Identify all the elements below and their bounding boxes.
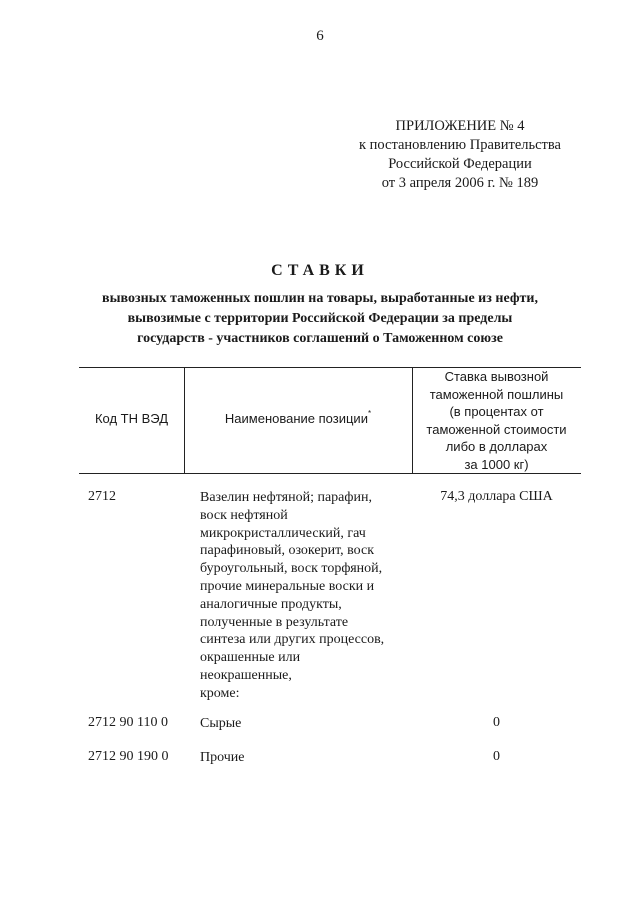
page-number: 6 (316, 28, 324, 44)
table-row-rate: 0 (493, 749, 500, 764)
column-header-name-text: Наименование позиции (224, 411, 368, 426)
appendix-line: к постановлению Правительства (359, 137, 561, 153)
appendix-line: ПРИЛОЖЕНИЕ № 4 (395, 118, 525, 134)
appendix-block (340, 117, 580, 193)
name-line: полученные в результате (200, 614, 349, 630)
rate-header-line: таможенной стоимости (426, 421, 567, 437)
appendix-line: Российской Федерации (388, 156, 532, 172)
name-line: воск нефтяной (200, 507, 288, 523)
column-header-name (184, 411, 412, 426)
subtitle-line: вывозных таможенных пошлин на товары, выработанные из нефти, (102, 291, 538, 306)
name-line: кроме: (200, 685, 240, 701)
rate-header-line: (в процентах от (449, 404, 544, 419)
name-line: прочие минеральные воски и (200, 578, 375, 594)
table-header-bottom-border (79, 473, 581, 474)
footnote-mark: * (367, 409, 372, 418)
document-subtitle (60, 289, 580, 349)
table-row-name (200, 715, 405, 733)
table-row-code: 2712 (88, 489, 116, 504)
name-line: неокрашенные, (200, 667, 292, 683)
name-line: Вазелин нефтяной; парафин, (200, 490, 372, 505)
name-line: аналогичные продукты, (200, 596, 342, 612)
name-line: Прочие (200, 750, 245, 765)
name-line: парафиновый, озокерит, воск (200, 543, 375, 559)
table-row-name (200, 489, 405, 703)
name-line: микрокристаллический, гач (200, 525, 366, 541)
table-row-name (200, 749, 405, 767)
document-title: СТАВКИ (271, 262, 369, 279)
appendix-line: от 3 апреля 2006 г. № 189 (381, 175, 539, 191)
table-row-rate: 74,3 доллара США (440, 489, 553, 504)
table-row-code: 2712 90 110 0 (88, 715, 168, 730)
name-line: окрашенные или (200, 650, 301, 666)
name-line: Сырые (200, 716, 242, 731)
column-header-rate (412, 368, 581, 473)
rate-header-line: Ставка вывозной (444, 369, 549, 384)
table-row-code: 2712 90 190 0 (88, 749, 169, 764)
rate-header-line: либо в долларах (445, 439, 548, 454)
rate-header-line: за 1000 кг) (464, 456, 529, 472)
rate-header-line: таможенной пошлины (429, 386, 564, 402)
name-line: синтеза или других процессов, (200, 632, 385, 648)
table-row-rate: 0 (493, 715, 500, 730)
column-header-code: Код ТН ВЭД (94, 411, 169, 426)
subtitle-line: вывозимые с территории Российской Федерации за пределы (127, 311, 513, 326)
name-line: буроугольный, воск торфяной, (200, 561, 383, 577)
subtitle-line: государств - участников соглашений о Таможенном союзе (137, 331, 503, 346)
